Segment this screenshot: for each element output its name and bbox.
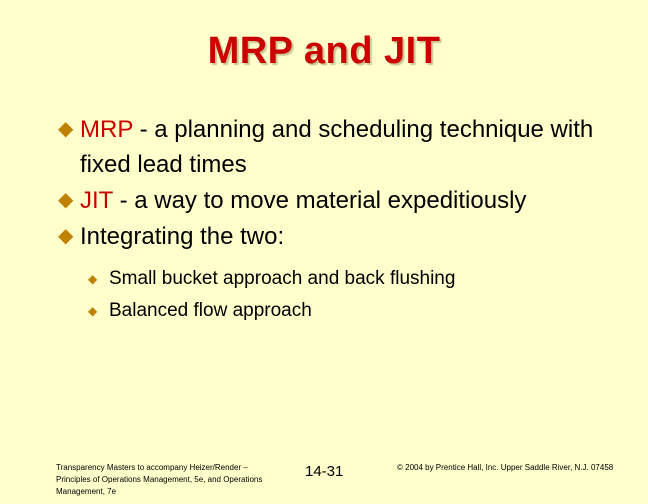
diamond-bullet-icon: ◆: [88, 272, 98, 286]
footer-copyright: © 2004 by Prentice Hall, Inc. Upper Saddle River, N.J. 07458: [397, 463, 614, 472]
sub-bullet-list: [0, 263, 648, 327]
bullet-text: Integrating the two:: [80, 223, 285, 250]
sub-bullet-text: Balanced flow approach: [109, 300, 312, 321]
slide-title: MRP and JIT: [207, 30, 441, 72]
bullet-keyword: MRP: [80, 116, 133, 143]
diamond-bullet-icon: ◆: [58, 225, 74, 247]
sub-bullet-item: [0, 295, 648, 327]
diamond-bullet-icon: ◆: [58, 118, 74, 140]
bullet-text: - a planning and scheduling technique with fixed lead times: [80, 116, 594, 178]
bullet-item-integrating: [0, 219, 648, 254]
sub-bullet-item: [0, 263, 648, 295]
page-number: 14-31: [305, 463, 344, 480]
bullet-item-jit: [0, 183, 648, 218]
bullet-keyword: JIT: [80, 187, 113, 214]
diamond-bullet-icon: ◆: [88, 304, 98, 318]
diamond-bullet-icon: ◆: [58, 189, 74, 211]
bullet-text: - a way to move material expeditiously: [112, 187, 527, 214]
footer-credit: Transparency Masters to accompany Heizer/Render – Principles of Operations Management, 5e, and Operations Management, 7e: [56, 463, 263, 496]
sub-bullet-text: Small bucket approach and back flushing: [109, 268, 456, 289]
bullet-list: [0, 112, 648, 327]
bullet-item-mrp: [0, 112, 648, 182]
